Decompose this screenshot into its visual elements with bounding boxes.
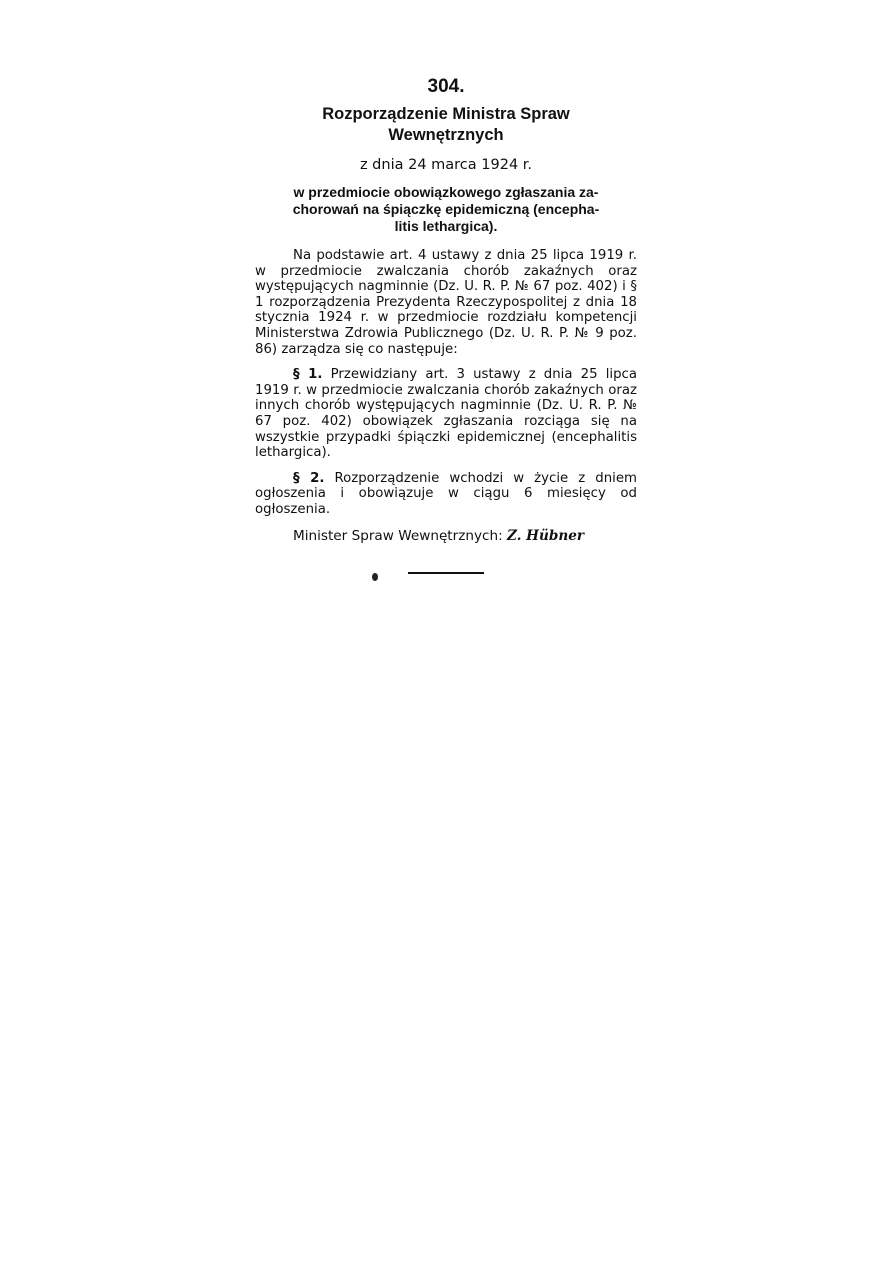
signature-line: [255, 528, 637, 545]
document-title-line: Rozporządzenie Ministra Spraw: [322, 105, 570, 123]
document-subject-line: litis lethargica).: [394, 218, 498, 234]
section-1-text: Przewidziany art. 3 ustawy z dnia 25 lipca 1919 r. w przedmiocie zwalczania chorób zakaźnych oraz innych chorób występujących nagminnie (Dz. U. R. P. № 67 poz. 402) obowiązek zgłaszania rozciąga się na wszystkie przypadki śpiączki epidemicznej (encephalitis lethargica).: [255, 367, 637, 461]
document-title-line: Wewnętrznych: [388, 126, 504, 144]
signature-name: Z. Hübner: [507, 527, 585, 544]
end-rule: [408, 572, 484, 574]
document-subject-line: w przedmiocie obowiązkowego zgłaszania za-: [293, 184, 599, 200]
ink-speck: [372, 573, 378, 581]
preamble-paragraph: Na podstawie art. 4 ustawy z dnia 25 lipca 1919 r. w przedmiocie zwalczania chorób zakaźnych oraz występujących nagminnie (Dz. U. R. P. № 67 poz. 402) i § 1 rozporządzenia Prezydenta Rzeczypospolitej z dnia 18 stycznia 1924 r. w przedmiocie rozdziału kompetencji Ministerstwa Zdrowia Publicznego (Dz. U. R. P. № 9 poz. 86) zarządza się co następuje:: [255, 248, 637, 357]
document-title: [255, 104, 637, 146]
section-1-paragraph: [255, 367, 637, 461]
document-subject-line: chorowań na śpiączkę epidemiczną (encepha-: [292, 201, 600, 217]
section-2-text: Rozporządzenie wchodzi w życie z dniem ogłoszenia i obowiązuje w ciągu 6 miesięcy od ogłoszenia.: [255, 470, 637, 517]
section-2-mark: § 2.: [293, 470, 325, 486]
document-subject: [255, 184, 637, 235]
signature-role: Minister Spraw Wewnętrznych:: [293, 527, 503, 544]
document-date: z dnia 24 marca 1924 r.: [359, 157, 533, 173]
section-1-mark: § 1.: [293, 367, 323, 383]
section-2-paragraph: [255, 471, 637, 518]
document-number: 304.: [427, 76, 465, 97]
document-column: [255, 76, 637, 545]
